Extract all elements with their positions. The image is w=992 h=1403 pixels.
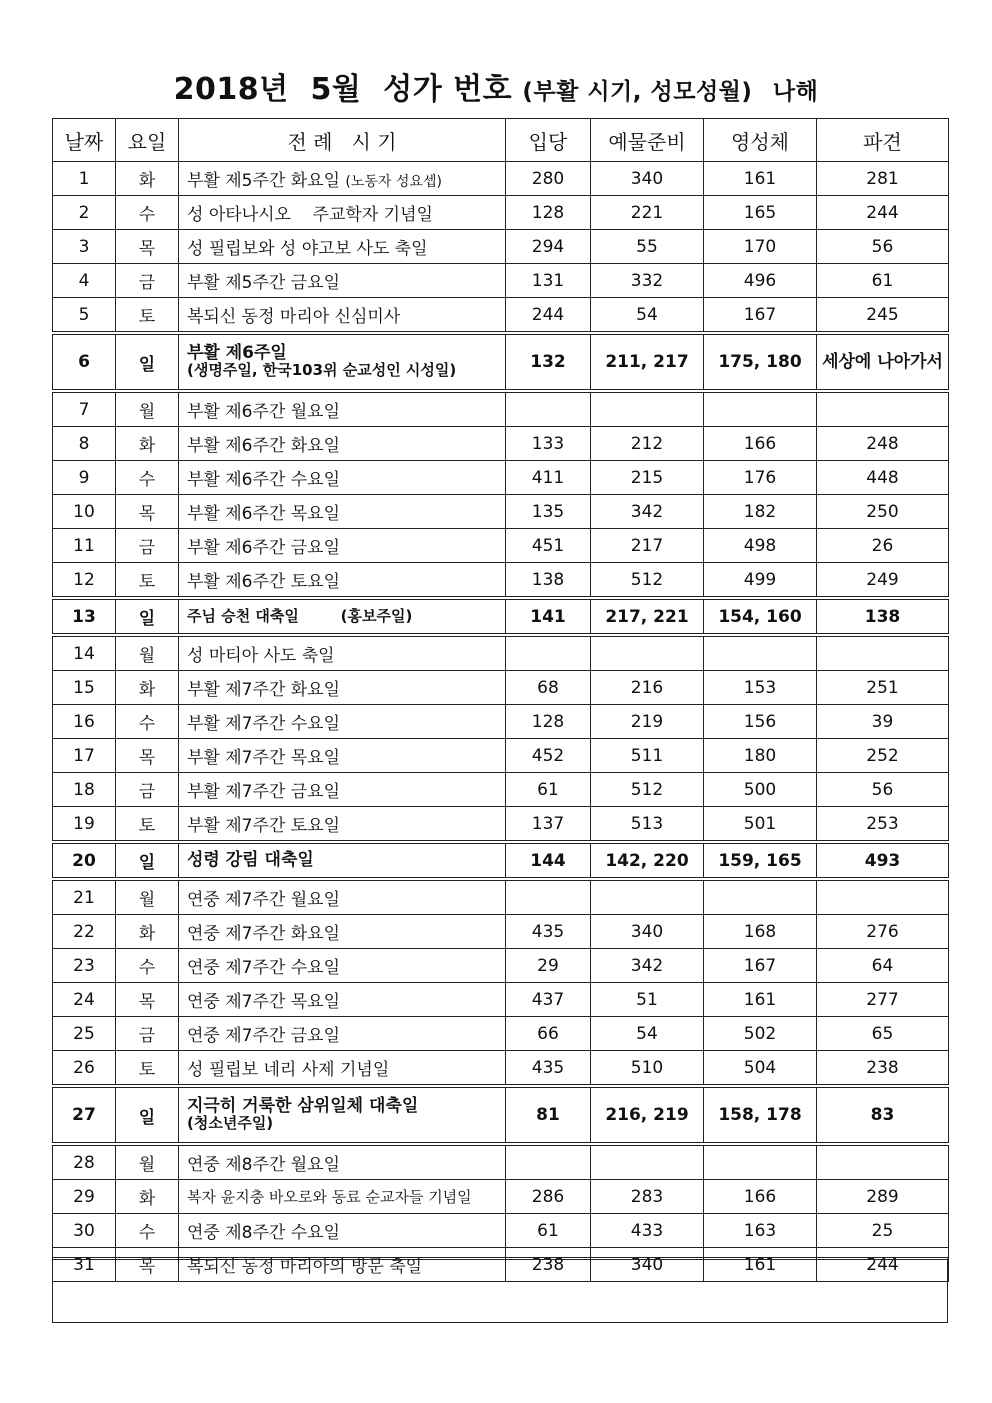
date-cell: 5 [53, 298, 116, 334]
day-cell: 화 [116, 427, 179, 461]
liturgy-name: 부활 제6주간 토요일 [187, 572, 340, 592]
communion-cell: 175, 180 [704, 333, 817, 391]
communion-cell [704, 391, 817, 427]
liturgy-cell [179, 230, 506, 264]
offertory-cell: 340 [591, 915, 704, 949]
page-title [0, 64, 992, 108]
communion-cell [704, 1144, 817, 1180]
liturgy-cell [179, 1144, 506, 1180]
offertory-cell [591, 879, 704, 915]
recessional-cell: 244 [817, 1248, 949, 1282]
liturgy-name: 연중 제8주간 월요일 [187, 1155, 340, 1175]
day-cell: 금 [116, 1017, 179, 1051]
recessional-cell: 244 [817, 196, 949, 230]
day-cell: 목 [116, 739, 179, 773]
recessional-cell: 248 [817, 427, 949, 461]
date-cell: 21 [53, 879, 116, 915]
date-cell: 19 [53, 807, 116, 843]
date-cell: 12 [53, 563, 116, 599]
liturgy-cell [179, 162, 506, 196]
date-cell: 14 [53, 635, 116, 671]
day-cell: 월 [116, 391, 179, 427]
table-row [53, 1180, 949, 1214]
liturgy-name: 연중 제7주간 화요일 [187, 924, 340, 944]
date-cell: 1 [53, 162, 116, 196]
recessional-cell: 세상에 나아가서 [817, 333, 949, 391]
offertory-cell: 142, 220 [591, 842, 704, 879]
liturgy-cell [179, 739, 506, 773]
date-cell: 6 [53, 333, 116, 391]
recessional-cell: 65 [817, 1017, 949, 1051]
communion-cell: 504 [704, 1051, 817, 1087]
offertory-cell: 221 [591, 196, 704, 230]
table-row [53, 1144, 949, 1180]
offertory-cell: 54 [591, 298, 704, 334]
table-row [53, 1051, 949, 1087]
day-cell: 금 [116, 529, 179, 563]
date-cell: 22 [53, 915, 116, 949]
liturgy-name: 연중 제7주간 수요일 [187, 958, 340, 978]
entrance-cell: 244 [506, 298, 591, 334]
entrance-cell: 137 [506, 807, 591, 843]
table-row [53, 427, 949, 461]
date-cell: 31 [53, 1248, 116, 1282]
liturgy-name: 연중 제7주간 목요일 [187, 992, 340, 1012]
liturgy-name: 연중 제7주간 월요일 [187, 890, 340, 910]
day-cell: 화 [116, 162, 179, 196]
recessional-cell: 277 [817, 983, 949, 1017]
liturgy-cell [179, 1017, 506, 1051]
communion-cell: 165 [704, 196, 817, 230]
entrance-cell: 131 [506, 264, 591, 298]
liturgy-cell [179, 333, 506, 391]
day-cell: 목 [116, 230, 179, 264]
recessional-cell: 281 [817, 162, 949, 196]
liturgy-cell [179, 807, 506, 843]
col-header-liturgy: 전 례 시 기 [179, 119, 506, 162]
day-cell: 화 [116, 671, 179, 705]
communion-cell: 158, 178 [704, 1086, 817, 1144]
communion-cell: 180 [704, 739, 817, 773]
notes-box [52, 1257, 948, 1323]
liturgy-cell [179, 1180, 506, 1214]
entrance-cell: 29 [506, 949, 591, 983]
recessional-cell: 56 [817, 773, 949, 807]
liturgy-name: 부활 제7주간 목요일 [187, 748, 340, 768]
liturgy-name: 부활 제6주간 월요일 [187, 402, 340, 422]
offertory-cell: 216, 219 [591, 1086, 704, 1144]
date-cell: 26 [53, 1051, 116, 1087]
liturgy-name: 부활 제5주간 화요일 [187, 171, 340, 191]
offertory-cell: 342 [591, 949, 704, 983]
recessional-cell: 252 [817, 739, 949, 773]
entrance-cell: 128 [506, 196, 591, 230]
liturgy-cell [179, 915, 506, 949]
offertory-cell: 511 [591, 739, 704, 773]
day-cell: 토 [116, 1051, 179, 1087]
communion-cell: 166 [704, 427, 817, 461]
liturgy-cell [179, 671, 506, 705]
entrance-cell: 435 [506, 1051, 591, 1087]
communion-cell: 170 [704, 230, 817, 264]
table-row [53, 983, 949, 1017]
day-cell: 목 [116, 495, 179, 529]
offertory-cell: 54 [591, 1017, 704, 1051]
liturgy-name: 부활 제6주간 화요일 [187, 436, 340, 456]
col-header-recessional: 파견 [817, 119, 949, 162]
communion-cell: 154, 160 [704, 598, 817, 635]
day-cell: 토 [116, 298, 179, 334]
liturgy-name: 연중 제7주간 금요일 [187, 1026, 340, 1046]
liturgy-cell [179, 983, 506, 1017]
recessional-cell: 493 [817, 842, 949, 879]
communion-cell: 159, 165 [704, 842, 817, 879]
entrance-cell: 141 [506, 598, 591, 635]
offertory-cell: 512 [591, 563, 704, 599]
liturgy-cell [179, 1051, 506, 1087]
recessional-cell: 253 [817, 807, 949, 843]
entrance-cell: 144 [506, 842, 591, 879]
table-row [53, 391, 949, 427]
date-cell: 15 [53, 671, 116, 705]
liturgy-cell [179, 495, 506, 529]
entrance-cell: 286 [506, 1180, 591, 1214]
liturgy-cell [179, 1086, 506, 1144]
offertory-cell: 55 [591, 230, 704, 264]
date-cell: 23 [53, 949, 116, 983]
date-cell: 20 [53, 842, 116, 879]
communion-cell: 496 [704, 264, 817, 298]
entrance-cell: 294 [506, 230, 591, 264]
offertory-cell: 332 [591, 264, 704, 298]
liturgy-subtitle: (청소년주일) [187, 1114, 274, 1132]
liturgy-name: 부활 제6주간 수요일 [187, 470, 340, 490]
liturgy-name: 주님 승천 대축일 (홍보주일) [187, 607, 413, 625]
communion-cell: 156 [704, 705, 817, 739]
recessional-cell: 251 [817, 671, 949, 705]
recessional-cell: 289 [817, 1180, 949, 1214]
table-row [53, 705, 949, 739]
offertory-cell: 217 [591, 529, 704, 563]
communion-cell: 161 [704, 162, 817, 196]
day-cell: 화 [116, 915, 179, 949]
day-cell: 토 [116, 563, 179, 599]
offertory-cell: 510 [591, 1051, 704, 1087]
table-row [53, 739, 949, 773]
liturgy-name: 복되신 동정 마리아 신심미사 [187, 307, 401, 327]
communion-cell: 498 [704, 529, 817, 563]
table-row [53, 1017, 949, 1051]
liturgy-name: 부활 제6주일 [187, 343, 287, 363]
liturgy-cell [179, 391, 506, 427]
entrance-cell: 133 [506, 427, 591, 461]
recessional-cell: 39 [817, 705, 949, 739]
liturgy-name: 부활 제7주간 금요일 [187, 782, 340, 802]
liturgy-name: 부활 제6주간 목요일 [187, 504, 340, 524]
recessional-cell: 276 [817, 915, 949, 949]
liturgy-cell [179, 461, 506, 495]
communion-cell: 176 [704, 461, 817, 495]
liturgy-cell [179, 196, 506, 230]
offertory-cell: 342 [591, 495, 704, 529]
entrance-cell: 81 [506, 1086, 591, 1144]
offertory-cell [591, 391, 704, 427]
recessional-cell: 25 [817, 1214, 949, 1248]
communion-cell: 166 [704, 1180, 817, 1214]
day-cell: 목 [116, 983, 179, 1017]
day-cell: 수 [116, 1214, 179, 1248]
date-cell: 18 [53, 773, 116, 807]
offertory-cell: 51 [591, 983, 704, 1017]
liturgy-name: 성령 강림 대축일 [187, 850, 314, 870]
date-cell: 4 [53, 264, 116, 298]
table-row [53, 915, 949, 949]
offertory-cell: 513 [591, 807, 704, 843]
recessional-cell [817, 1144, 949, 1180]
day-cell: 수 [116, 705, 179, 739]
offertory-cell: 340 [591, 162, 704, 196]
table-row [53, 196, 949, 230]
offertory-cell: 217, 221 [591, 598, 704, 635]
liturgy-cell [179, 1214, 506, 1248]
date-cell: 8 [53, 427, 116, 461]
communion-cell: 163 [704, 1214, 817, 1248]
day-cell: 월 [116, 635, 179, 671]
offertory-cell [591, 635, 704, 671]
entrance-cell: 411 [506, 461, 591, 495]
communion-cell: 153 [704, 671, 817, 705]
table-row [53, 1086, 949, 1144]
col-header-day: 요일 [116, 119, 179, 162]
col-header-offertory: 예물준비 [591, 119, 704, 162]
entrance-cell: 451 [506, 529, 591, 563]
liturgy-cell [179, 529, 506, 563]
entrance-cell: 435 [506, 915, 591, 949]
date-cell: 10 [53, 495, 116, 529]
liturgy-name: 지극히 거룩한 삼위일체 대축일 [187, 1096, 419, 1116]
entrance-cell [506, 635, 591, 671]
recessional-cell: 250 [817, 495, 949, 529]
offertory-cell: 433 [591, 1214, 704, 1248]
entrance-cell: 452 [506, 739, 591, 773]
liturgy-name: 성 마티아 사도 축일 [187, 646, 335, 666]
entrance-cell: 132 [506, 333, 591, 391]
liturgy-name: 성 아타나시오 주교학자 기념일 [187, 205, 433, 225]
entrance-cell: 128 [506, 705, 591, 739]
table-row [53, 635, 949, 671]
liturgy-name: 복되신 동정 마리아의 방문 축일 [187, 1257, 423, 1277]
entrance-cell: 66 [506, 1017, 591, 1051]
offertory-cell: 215 [591, 461, 704, 495]
table-row [53, 671, 949, 705]
liturgy-cell [179, 598, 506, 635]
date-cell: 3 [53, 230, 116, 264]
col-header-entrance: 입당 [506, 119, 591, 162]
liturgy-cell [179, 427, 506, 461]
col-header-communion: 영성체 [704, 119, 817, 162]
table-row [53, 879, 949, 915]
date-cell: 7 [53, 391, 116, 427]
date-cell: 11 [53, 529, 116, 563]
recessional-cell [817, 879, 949, 915]
liturgy-cell [179, 635, 506, 671]
table-row [53, 461, 949, 495]
title-year-month: 2018년 5월 성가 번호 [173, 72, 513, 107]
entrance-cell: 238 [506, 1248, 591, 1282]
offertory-cell: 211, 217 [591, 333, 704, 391]
communion-cell: 501 [704, 807, 817, 843]
date-cell: 2 [53, 196, 116, 230]
recessional-cell: 249 [817, 563, 949, 599]
date-cell: 17 [53, 739, 116, 773]
table-row [53, 807, 949, 843]
day-cell: 화 [116, 1180, 179, 1214]
offertory-cell: 283 [591, 1180, 704, 1214]
liturgy-name: 부활 제6주간 금요일 [187, 538, 340, 558]
communion-cell: 167 [704, 298, 817, 334]
liturgy-name: 부활 제7주간 토요일 [187, 816, 340, 836]
table-row [53, 563, 949, 599]
entrance-cell: 61 [506, 1214, 591, 1248]
date-cell: 28 [53, 1144, 116, 1180]
day-cell: 토 [116, 807, 179, 843]
communion-cell: 168 [704, 915, 817, 949]
table-row [53, 333, 949, 391]
recessional-cell: 64 [817, 949, 949, 983]
recessional-cell: 56 [817, 230, 949, 264]
communion-cell [704, 635, 817, 671]
day-cell: 일 [116, 333, 179, 391]
communion-cell [704, 879, 817, 915]
communion-cell: 499 [704, 563, 817, 599]
date-cell: 9 [53, 461, 116, 495]
table-row [53, 1214, 949, 1248]
liturgy-note: (노동자 성요셉) [345, 174, 442, 190]
day-cell: 수 [116, 461, 179, 495]
date-cell: 13 [53, 598, 116, 635]
offertory-cell: 512 [591, 773, 704, 807]
hymn-schedule-table [52, 118, 949, 1282]
table-row [53, 842, 949, 879]
day-cell: 금 [116, 264, 179, 298]
liturgy-name: 연중 제8주간 수요일 [187, 1223, 340, 1243]
entrance-cell [506, 1144, 591, 1180]
day-cell: 일 [116, 598, 179, 635]
recessional-cell [817, 635, 949, 671]
offertory-cell: 340 [591, 1248, 704, 1282]
liturgy-name: 부활 제7주간 수요일 [187, 714, 340, 734]
liturgy-cell [179, 264, 506, 298]
date-cell: 29 [53, 1180, 116, 1214]
communion-cell: 167 [704, 949, 817, 983]
table-row [53, 949, 949, 983]
recessional-cell: 245 [817, 298, 949, 334]
day-cell: 월 [116, 879, 179, 915]
table-row [53, 264, 949, 298]
table-row [53, 598, 949, 635]
table-row [53, 773, 949, 807]
recessional-cell: 26 [817, 529, 949, 563]
recessional-cell: 83 [817, 1086, 949, 1144]
communion-cell: 161 [704, 1248, 817, 1282]
day-cell: 목 [116, 1248, 179, 1282]
offertory-cell: 216 [591, 671, 704, 705]
day-cell: 수 [116, 196, 179, 230]
recessional-cell: 61 [817, 264, 949, 298]
table-row [53, 298, 949, 334]
liturgy-cell [179, 842, 506, 879]
day-cell: 일 [116, 1086, 179, 1144]
date-cell: 30 [53, 1214, 116, 1248]
table-row [53, 529, 949, 563]
offertory-cell: 219 [591, 705, 704, 739]
day-cell: 수 [116, 949, 179, 983]
liturgy-name: 복자 윤지충 바오로와 동료 순교자들 기념일 [187, 1188, 472, 1206]
liturgy-cell [179, 298, 506, 334]
date-cell: 16 [53, 705, 116, 739]
liturgy-name: 부활 제7주간 화요일 [187, 680, 340, 700]
day-cell: 월 [116, 1144, 179, 1180]
liturgy-subtitle: (생명주일, 한국103위 순교성인 시성일) [187, 361, 457, 379]
liturgy-cell [179, 563, 506, 599]
day-cell: 일 [116, 842, 179, 879]
communion-cell: 500 [704, 773, 817, 807]
entrance-cell [506, 391, 591, 427]
communion-cell: 182 [704, 495, 817, 529]
date-cell: 27 [53, 1086, 116, 1144]
title-cycle: 나해 [772, 79, 819, 105]
entrance-cell: 61 [506, 773, 591, 807]
entrance-cell: 437 [506, 983, 591, 1017]
date-cell: 24 [53, 983, 116, 1017]
liturgy-cell [179, 949, 506, 983]
table-header-row [53, 119, 949, 162]
liturgy-name: 성 필립보 네리 사제 기념일 [187, 1060, 390, 1080]
recessional-cell: 238 [817, 1051, 949, 1087]
offertory-cell: 212 [591, 427, 704, 461]
communion-cell: 502 [704, 1017, 817, 1051]
recessional-cell: 138 [817, 598, 949, 635]
table-row [53, 230, 949, 264]
day-cell: 금 [116, 773, 179, 807]
entrance-cell: 68 [506, 671, 591, 705]
date-cell: 25 [53, 1017, 116, 1051]
liturgy-cell [179, 879, 506, 915]
liturgy-name: 부활 제5주간 금요일 [187, 273, 340, 293]
communion-cell: 161 [704, 983, 817, 1017]
title-season: (부활 시기, 성모성월) [522, 79, 753, 105]
recessional-cell [817, 391, 949, 427]
entrance-cell: 138 [506, 563, 591, 599]
table-row [53, 495, 949, 529]
liturgy-name: 성 필립보와 성 야고보 사도 축일 [187, 239, 428, 259]
entrance-cell: 280 [506, 162, 591, 196]
recessional-cell: 448 [817, 461, 949, 495]
col-header-date: 날짜 [53, 119, 116, 162]
offertory-cell [591, 1144, 704, 1180]
liturgy-cell [179, 705, 506, 739]
liturgy-cell [179, 773, 506, 807]
table-row [53, 162, 949, 196]
entrance-cell: 135 [506, 495, 591, 529]
entrance-cell [506, 879, 591, 915]
